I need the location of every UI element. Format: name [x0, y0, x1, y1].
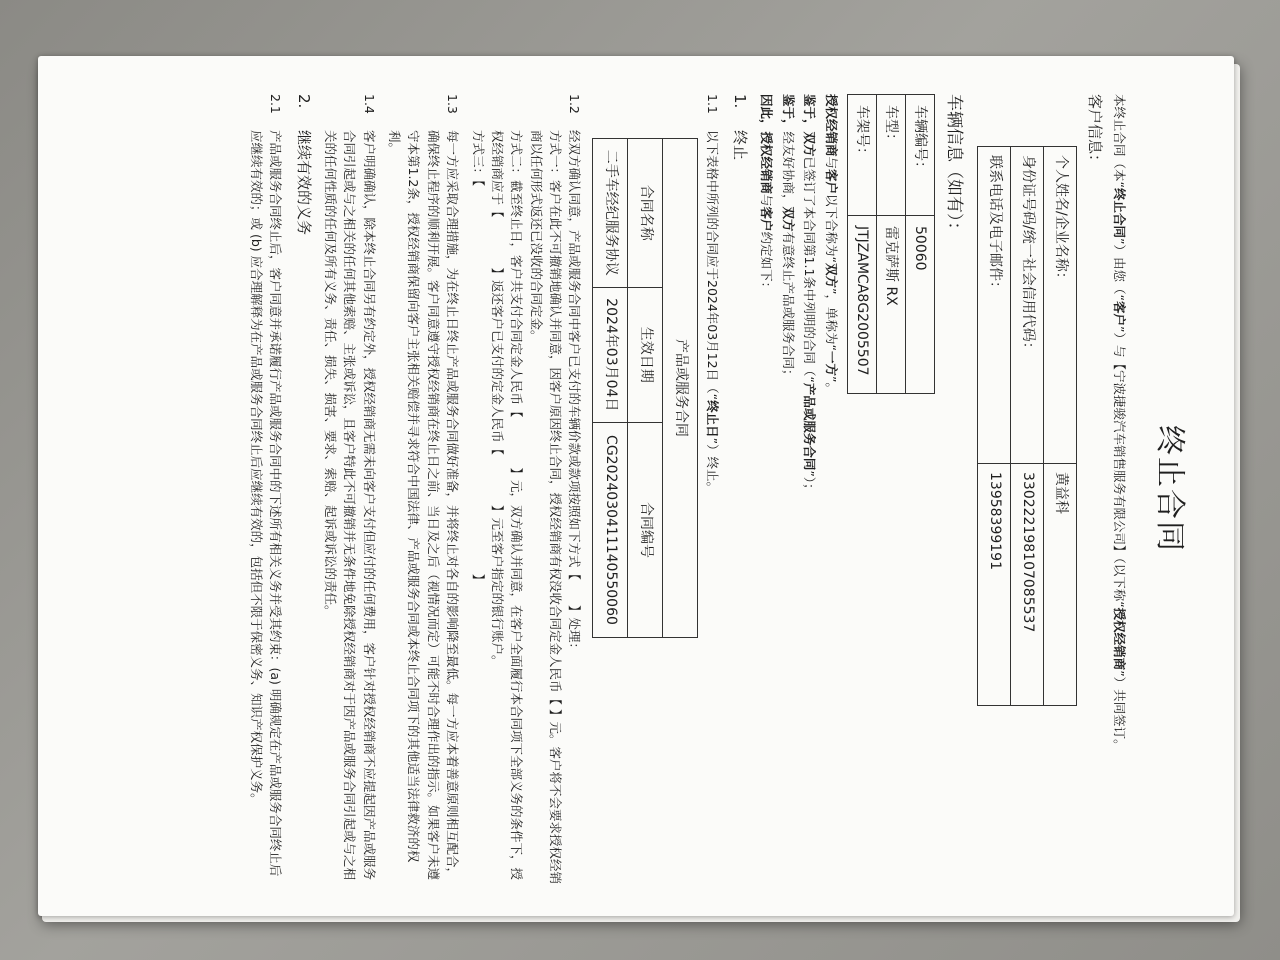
vehicle-heading: 车辆信息（如有）：: [943, 94, 964, 239]
customer-id-value: 330222198107085537: [1010, 464, 1043, 706]
clause-1-2-method-3: 方式三：【 】: [470, 130, 486, 587]
clause-2-1: 2.1 产品或服务合同终止后，客户同意并承诺履行产品或服务合同中的下述所有相关义务并受其约束：(a) 明确规定在产品或服务合同终止后应继续有效的；或 (b) 应合理解释为在产品或服务合同终止后应继续有效的，包括但不限于保密义务、知识产权保护义务。: [248, 94, 284, 877]
clause-1-2-text: 经双方确认同意，产品或服务合同中客户已支付的车辆价款或款项按照如下方式【 】处理：: [567, 130, 583, 656]
customer-table: [977, 146, 1077, 706]
rotated-page-content: [38, 56, 1234, 916]
clause-1-3: 1.3 每一方应采取合理措施，为在终止日终止产品或服务合同做好准备，并将终止对各自的影响降至最低。每一方应本着善意原则相互配合，确保终止程序的顺利开展。客户同意遵守授权经销商在终止日之前、当日及之后（视情况而定）可能不时合理作出的指示。如果客户未遵守本第1.2条，授权经销商保留向客户主张相关赔偿并寻求符合中国法律、产品或服务合同或本终止合同项下的其他适当法律救济的权利。: [387, 94, 461, 881]
table-row: [905, 95, 934, 394]
clause-1-4: 1.4 客户明确确认，除本终止合同另有约定外，授权经销商无需未向客户支付但应付的任何费用，客户针对授权经销商不应提起因产品或服务合同引起或与之相关的任何其他索赔、主张或诉讼，且客户特此不可撤销并无条件地免除授权经销商对于因产品或服务合同引起或与之相关的任何性质的任何及所有义务、责任、损失、损害、要求、索赔、起诉或诉讼的责任。: [322, 94, 377, 881]
vehicle-model-value: 雷克萨斯 RX: [876, 216, 905, 394]
customer-heading: 客户信息：: [1086, 94, 1105, 170]
customer-contact-value: 13958399191: [977, 464, 1010, 706]
table-row: [847, 95, 876, 394]
intro-paragraph: 本终止合同（本“终止合同”）由您（“客户”）与【宁波捷骏汽车销售服务有限公司】（以下称“授权经销商”）共同签订。: [1112, 94, 1128, 752]
product-contract-table: [592, 138, 698, 638]
document-title: 终止合同: [1152, 425, 1187, 553]
column-header: 合同名称: [628, 139, 663, 288]
parties-line-4: 因此，授权经销商与客户约定如下：: [759, 94, 775, 295]
vehicle-no-value: 50060: [905, 216, 934, 394]
parties-line-2: 鉴于，双方已签订了本合同第1.1条中列明的合同（“产品或服务合同”）；: [802, 94, 818, 496]
vehicle-vin-label: 车架号：: [847, 95, 876, 216]
vehicle-vin-value: JTJZAMCA8G2005507: [847, 216, 876, 394]
customer-contact-label: 联系电话及电子邮件：: [977, 147, 1010, 464]
section-1-heading: 1. 终止: [731, 94, 750, 161]
clause-1-2-method-1: 方式一：客户在此不可撤销地确认并同意，因客户原因终止合同，授权经销商有权没收合同定金人民币【 】元。客户将不会要求授权经销商以任何形式返还已没收的合同定金。: [528, 130, 564, 884]
section-2-heading: 2. 继续有效的义务: [294, 94, 313, 236]
customer-name-value: 黄益科: [1043, 464, 1076, 706]
vehicle-no-label: 车辆编号：: [905, 95, 934, 216]
clause-1-2: 1.2 经双方确认同意，产品或服务合同中客户已支付的车辆价款或款项按照如下方式【 】处理： 方式一：客户在此不可撤销地确认并同意，因客户原因终止合同，授权经销商有权没收合同定金人民币【 】元。客户将不会要求授权经销商以任何形式返还已没收的合同定金。 方式二：截至终止日，客户共支付合同定金人民币【 】元，双方确认并同意，在客户全面履行本合同项下全部义务的条件下，授权经销商应于【 】返还客户已支付的定金人民币【 】元至客户指定的银行账户。 方式三：【 】: [468, 94, 584, 884]
document-page: [38, 56, 1234, 916]
column-header: 生效日期: [628, 287, 663, 422]
table-row: [593, 139, 628, 638]
table-row: [663, 139, 698, 638]
table-row: [876, 95, 905, 394]
table-row: [628, 139, 663, 638]
customer-name-label: 个人姓名/企业名称：: [1043, 147, 1076, 464]
table-cell: 2024年03月04日: [593, 287, 628, 422]
table-row: [977, 147, 1010, 706]
clause-1-2-method-2: 方式二：截至终止日，客户共支付合同定金人民币【 】元，双方确认并同意，在客户全面履行本合同项下全部义务的条件下，授权经销商应于【 】返还客户已支付的定金人民币【 】元至客户指定的银行账户。: [489, 130, 525, 881]
table-cell: 二手车经纪服务协议: [593, 139, 628, 288]
table-header: 产品或服务合同: [663, 139, 698, 638]
vehicle-table: [847, 94, 935, 394]
table-row: [1043, 147, 1076, 706]
clause-1-1: 1.1 以下表格中所列的合同应于2024年03月12日（“终止日”）终止。: [704, 94, 720, 495]
parties-line-3: 鉴于，经友好协商，双方有意终止产品或服务合同；: [780, 94, 796, 382]
table-row: [1010, 147, 1043, 706]
parties-line-1: 授权经销商与客户以下合称为“双方”，单称为“一方”。: [823, 94, 839, 395]
vehicle-model-label: 车型：: [876, 95, 905, 216]
customer-id-label: 身份证号码/统一社会信用代码：: [1010, 147, 1043, 464]
column-header: 合同编号: [628, 422, 663, 637]
table-cell: CG2024030411140550060: [593, 422, 628, 637]
